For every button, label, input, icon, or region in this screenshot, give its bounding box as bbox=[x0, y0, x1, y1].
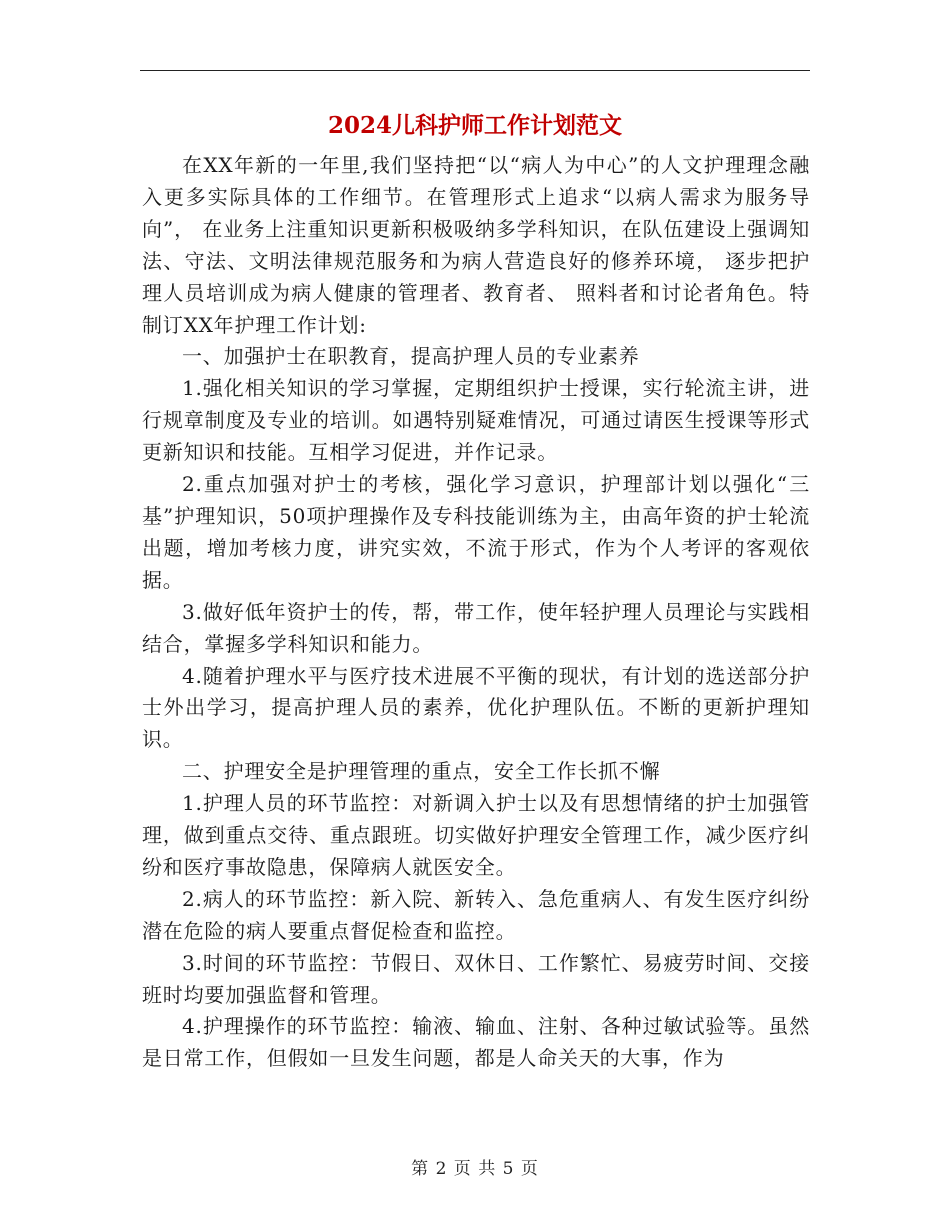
paragraph-1-2: 2.重点加强对护士的考核，强化学习意识，护理部计划以强化“三基”护理知识，50项护理操作及专科技能训练为主，由高年资的护士轮流出题，增加考核力度，讲究实效，不流于形式，作为个人考评的客观依据。 bbox=[142, 472, 810, 592]
section-heading-1: 一、加强护士在职教育，提高护理人员的专业素养 bbox=[182, 344, 640, 369]
paragraph-2-2: 2.病人的环节监控：新入院、新转入、急危重病人、有发生医疗纠纷潜在危险的病人要重点督促检查和监控。 bbox=[142, 886, 810, 943]
document-title: 2024儿科护师工作计划范文 bbox=[327, 112, 622, 139]
paragraph-1-4: 4.随着护理水平与医疗技术进展不平衡的现状，有计划的选送部分护士外出学习，提高护理人员的素养，优化护理队伍。不断的更新护理知识。 bbox=[142, 663, 810, 752]
page-footer: 第 2 页 共 5 页 bbox=[411, 1159, 539, 1179]
paragraph-2-4: 4.护理操作的环节监控：输液、输血、注射、各种过敏试验等。虽然是日常工作，但假如一旦发生问题，都是人命关天的大事，作为 bbox=[142, 1014, 810, 1071]
paragraph-2-3: 3.时间的环节监控：节假日、双休日、工作繁忙、易疲劳时间、交接班时均要加强监督和管理。 bbox=[142, 950, 810, 1007]
header-rule bbox=[140, 70, 810, 71]
paragraph-1-3: 3.做好低年资护士的传，帮，带工作，使年轻护理人员理论与实践相结合，掌握多学科知识和能力。 bbox=[142, 599, 810, 656]
document-body bbox=[142, 150, 810, 1075]
paragraph-intro: 在XX年新的一年里,我们坚持把“以“病人为中心”的人文护理理念融入更多实际具体的工作细节。在管理形式上追求“以病人需求为服务导向”， 在业务上注重知识更新积极吸纳多学科知识，在队伍建设上强调知法、守法、文明法律规范服务和为病人营造良好的修养环境， 逐步把护理人员培训成为病人健康的管理者、教育者、 照料者和讨论者角色。特制订XX年护理工作计划: bbox=[142, 153, 810, 337]
section-heading-2: 二、护理安全是护理管理的重点，安全工作长抓不懈 bbox=[182, 759, 661, 784]
paragraph-1-1: 1.强化相关知识的学习掌握，定期组织护士授课，实行轮流主讲，进行规章制度及专业的培训。如遇特别疑难情况，可通过请医生授课等形式更新知识和技能。互相学习促进，并作记录。 bbox=[142, 376, 810, 465]
paragraph-2-1: 1.护理人员的环节监控：对新调入护士以及有思想情绪的护士加强管理，做到重点交待、重点跟班。切实做好护理安全管理工作，减少医疗纠纷和医疗事故隐患，保障病人就医安全。 bbox=[142, 791, 810, 879]
